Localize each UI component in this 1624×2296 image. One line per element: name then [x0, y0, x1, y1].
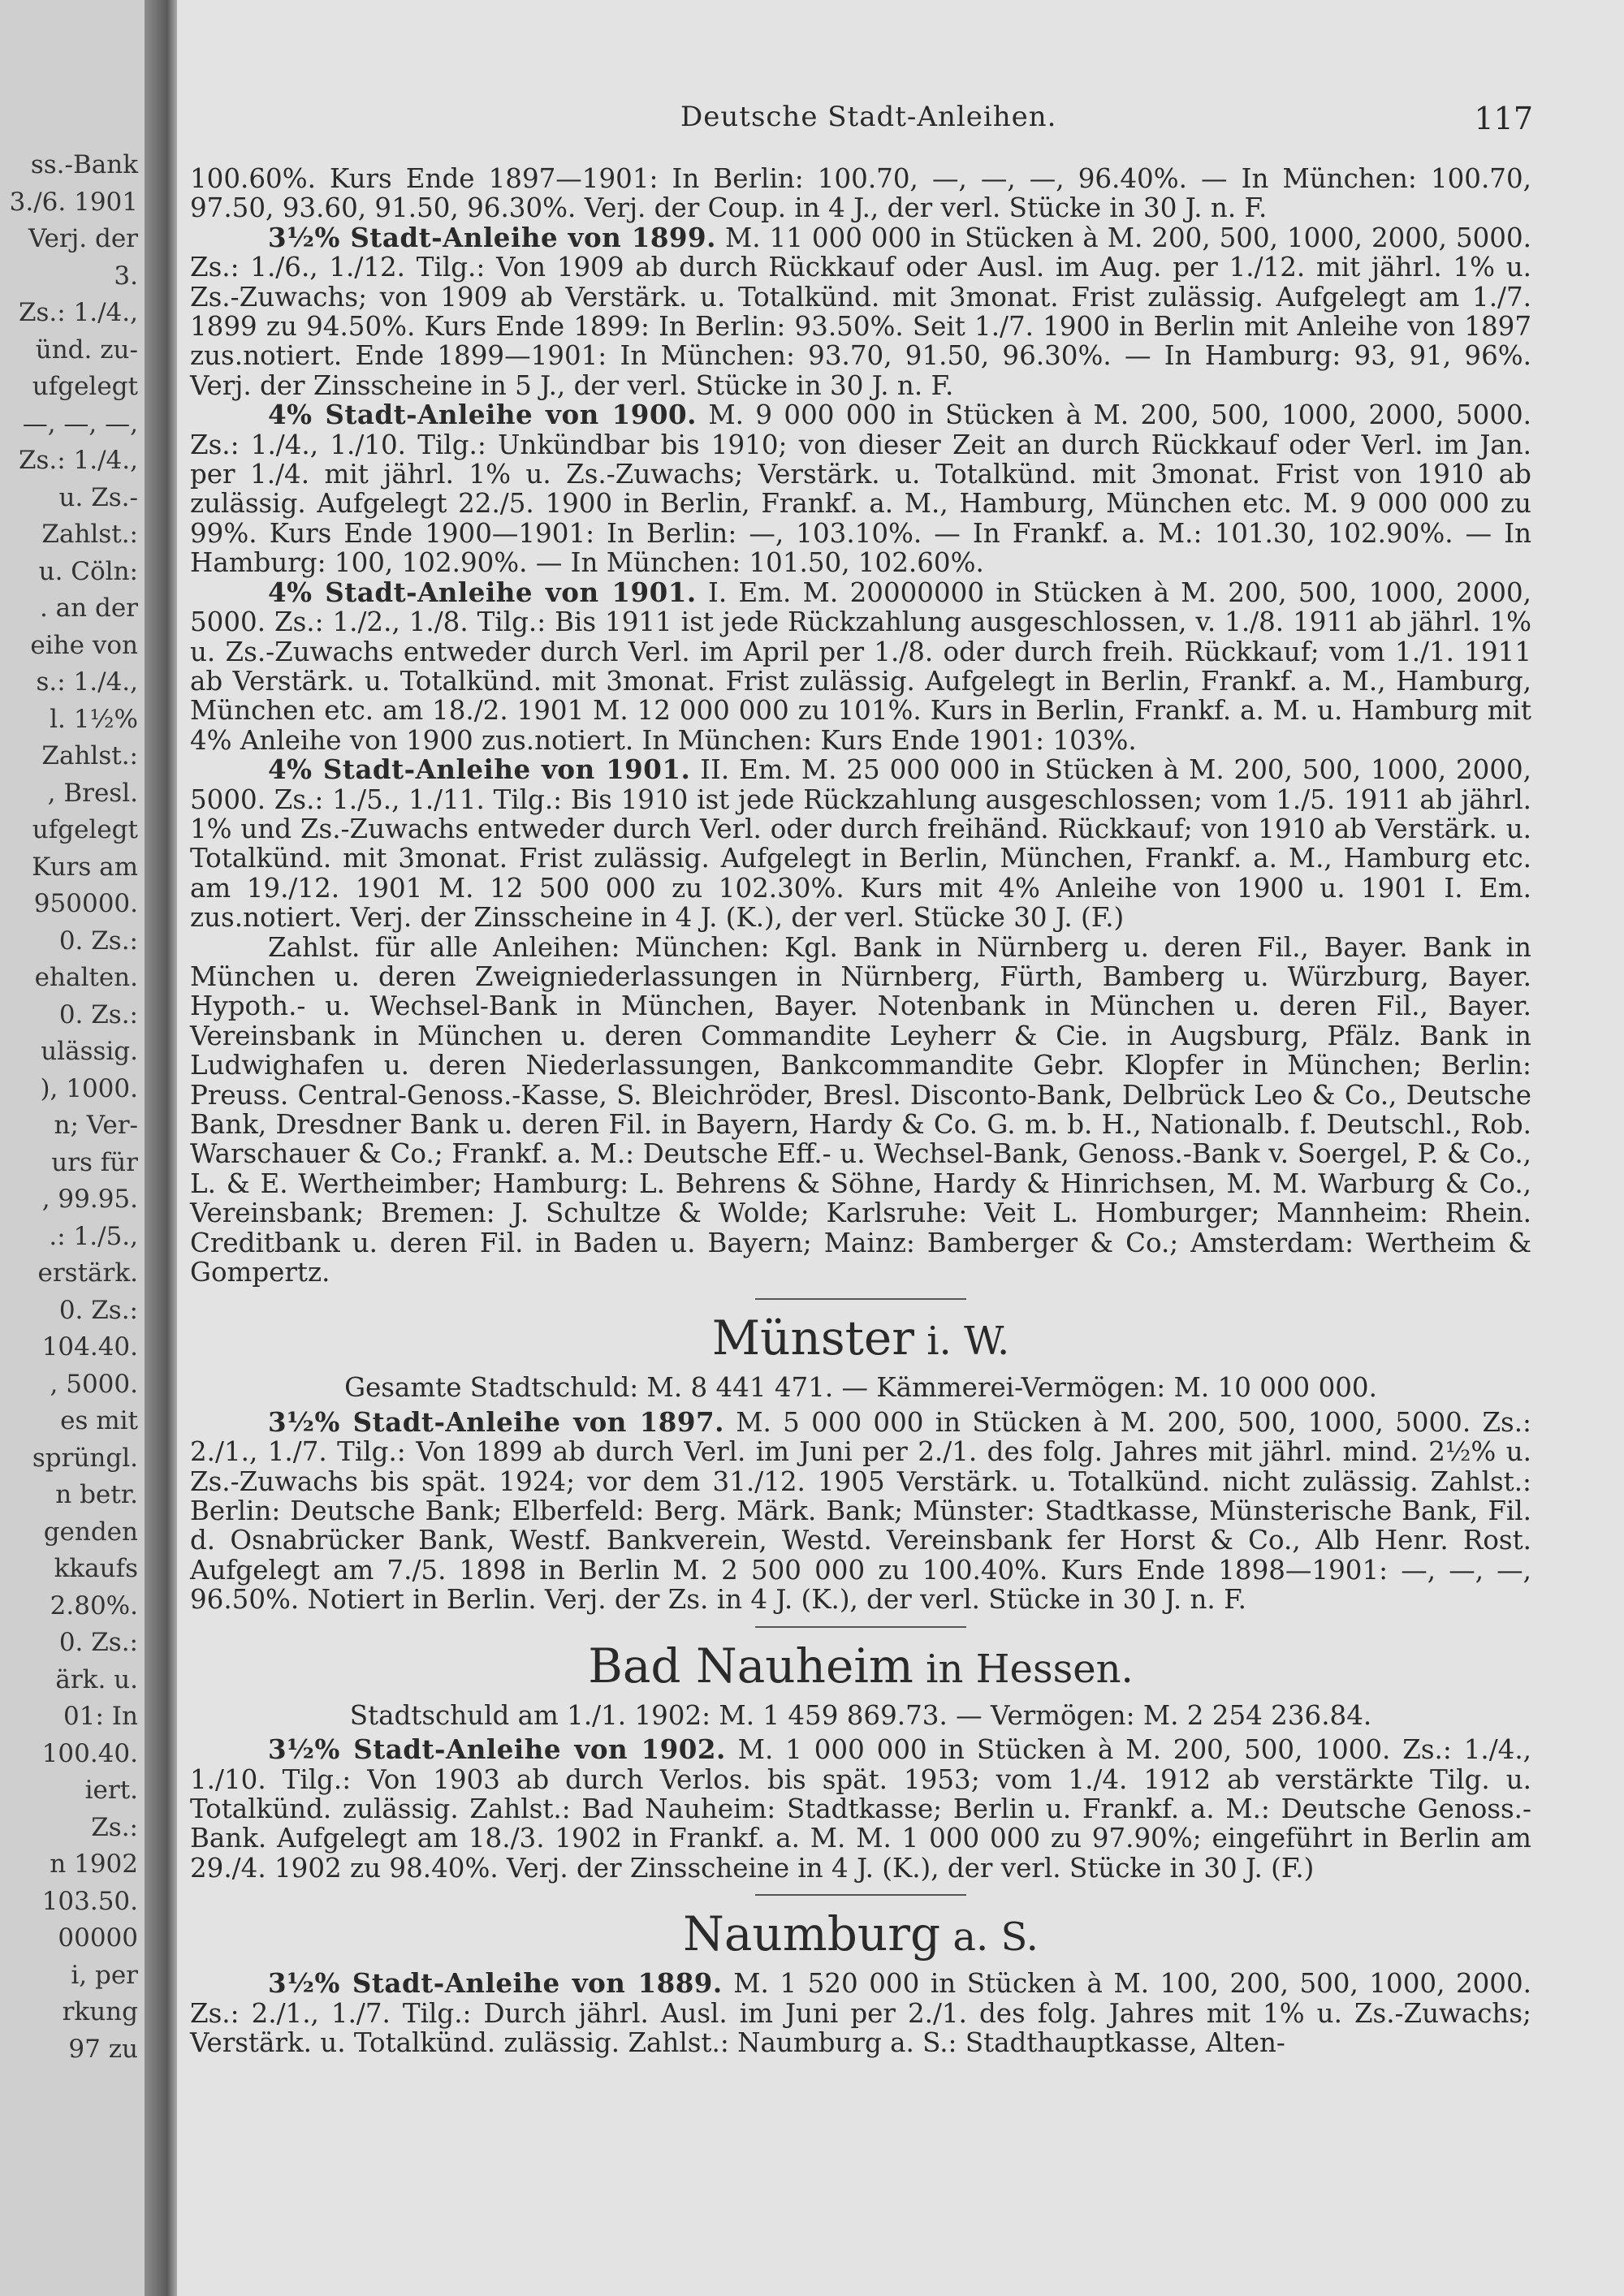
- loan-entry-naumburg: 3½% Stadt-Anleihe von 1889. M. 1 520 000 in Stücken à M. 100, 200, 500, 1000, 2000. Zs.: 2./1., 1./7. Tilg.: Durch jährl. Ausl. im Juni per 2./1. des folg. Jahres mit 1% u. Zs.-Zuwachs; Verstärk. u. Totalkünd. zulässig. Zahlst.: Naumburg a. S.: Stadthauptkasse, Alten-: [190, 1967, 1531, 2058]
- adjacent-page-line: genden: [43, 1517, 138, 1547]
- city-summary-munster: Gesamte Stadtschuld: M. 8 441 471. — Kämmerei-Vermögen: M. 10 000 000.: [344, 1372, 1377, 1404]
- adjacent-page-line: , 5000.: [50, 1369, 138, 1399]
- adjacent-page-line: 100.40.: [41, 1738, 138, 1768]
- adjacent-page-line: . an der: [39, 593, 138, 623]
- adjacent-page-line: ), 1000.: [40, 1073, 138, 1103]
- adjacent-page-line: eihe von: [30, 630, 138, 660]
- adjacent-page-line: kkaufs: [54, 1554, 138, 1583]
- adjacent-page-line: u. Zs.-: [58, 482, 138, 512]
- adjacent-page-line: n betr.: [55, 1480, 138, 1509]
- adjacent-page-line: , Bresl.: [47, 778, 138, 808]
- adjacent-page-line: Kurs am: [32, 852, 138, 882]
- adjacent-page-line: ufgelegt: [32, 372, 138, 401]
- paying-agents-paragraph: Zahlst. für alle Anleihen: München: Kgl. Bank in Nürnberg u. deren Fil., Bayer. Bank in München u. deren Zweigniederlassungen in Nürnberg, Fürth, Bamberg u. Würzburg, Bayer. Hypoth.- u. Wechsel-Bank in München, Bayer. Notenbank in München u. deren Fil., Bayer. Vereinsbank in München u. deren Commandite Leyherr & Cie. in Augsburg, Pfälz. Bank in Ludwighafen u. deren Niederlassungen, Bankcommandite Gebr. Klopfer in München; Berlin: Preuss. Central-Genoss.-Kasse, S. Bleichröder, Bresl. Disconto-Bank, Delbrück Leo & Co., Deutsche Bank, Dresdner Bank u. deren Fil. in Bayern, Hardy & Co. G. m. b. H., Nationalb. f. Deutschl., Rob. Warschauer & Co.; Frankf. a. M.: Deutsche Eff.- u. Wechsel-Bank, Genoss.-Bank v. Soergel, P. & Co., L. & E. Wertheimber; Hamburg: L. Behrens & Söhne, Hardy & Hinrichsen, M. M. Warburg & Co., Vereinsbank; Bremen: J. Schultze & Wolde; Karlsruhe: Veit L. Homburger; Mannheim: Rhein. Creditbank u. deren Fil. in Baden u. Bayern; Mainz: Bamberger & Co.; Amsterdam: Wertheim & Gompertz.: [190, 931, 1531, 1288]
- adjacent-page-line: 97 zu: [68, 2034, 138, 2064]
- section-divider: [755, 1894, 966, 1896]
- loan-title: 4% Stadt-Anleihe von 1901.: [268, 753, 691, 786]
- adjacent-page-line: ulässig.: [41, 1037, 138, 1066]
- loan-entry-1900: 4% Stadt-Anleihe von 1900. M. 9 000 000 in Stücken à M. 200, 500, 1000, 2000, 5000. Zs.: 1./4., 1./10. Tilg.: Unkündbar bis 1910; von dieser Zeit an durch Rückkauf oder Verl. im Jan. per 1./4. mit jährl. 1% u. Zs.-Zuwachs; Verstärk. u. Totalkünd. mit 3monat. Frist von 1910 ab zulässig. Aufgelegt 22./5. 1900 in Berlin, Frankf. a. M., Hamburg, München etc. M. 9 000 000 zu 99%. Kurs Ende 1900—1901: In Berlin: —, 103.10%. — In Frankf. a. M.: 101.30, 102.90%. — In Hamburg: 100, 102.90%. — In München: 101.50, 102.60%.: [190, 399, 1532, 579]
- page: [177, 0, 1624, 2296]
- adjacent-page-line: 2.80%.: [50, 1590, 138, 1621]
- loan-entry-1899: 3½% Stadt-Anleihe von 1899. M. 11 000 000 in Stücken à M. 200, 500, 1000, 2000, 5000. Zs.: 1./6., 1./12. Tilg.: Von 1909 ab durch Rückkauf oder Ausl. im Aug. per 1./12. mit jährl. 1% u. Zs.-Zuwachs; von 1909 ab Verstärk. u. Totalkünd. mit 3monat. Frist zulässig. Aufgelegt am 1./7. 1899 zu 94.50%. Kurs Ende 1899: In Berlin: 93.50%. Seit 1./7. 1900 in Berlin mit Anleihe von 1897 zus.notiert. Ende 1899—1901: In München: 93.70, 91.50, 96.30%. — In Hamburg: 93, 91, 96%. Verj. der Zinsscheine in 5 J., der verl. Stücke in 30 J. n. F.: [190, 221, 1531, 401]
- adjacent-page-line: u. Cöln:: [38, 556, 138, 586]
- adjacent-page-line: 0. Zs.:: [58, 1295, 138, 1325]
- adjacent-page-line: .: 1./5.,: [49, 1221, 138, 1251]
- adjacent-page-line: 01: In: [63, 1702, 138, 1731]
- adjacent-page-line: 3.: [114, 261, 138, 291]
- adjacent-page-line: iert.: [84, 1776, 138, 1805]
- page-number: 117: [1474, 101, 1533, 136]
- adjacent-page-line: rkung: [62, 1997, 138, 2026]
- adjacent-page-line: Zahlst.:: [41, 741, 138, 770]
- loan-entry-bad-nauheim: 3½% Stadt-Anleihe von 1902. M. 1 000 000 in Stücken à M. 200, 500, 1000. Zs.: 1./4., 1./10. Tilg.: Von 1903 ab durch Verlos. bis spät. 1953; vom 1./4. 1912 ab verstärkte Tilg. u. Totalkünd. zulässig. Zahlst.: Bad Nauheim: Stadtkasse; Berlin u. Frankf. a. M.: Deutsche Genoss.-Bank. Aufgelegt am 18./3. 1902 in Frankf. a. M. M. 1 000 000 zu 97.90%; eingeführt in Berlin am 29./4. 1902 zu 98.40%. Verj. der Zinsscheine in 4 J. (K.), der verl. Stücke in 30 J. (F.): [190, 1733, 1531, 1884]
- running-title: Deutsche Stadt-Anleihen.: [680, 101, 1057, 133]
- adjacent-page-line: ärk. u.: [55, 1664, 138, 1694]
- loan-entry-1901-ii: 4% Stadt-Anleihe von 1901. II. Em. M. 25 000 000 in Stücken à M. 200, 500, 1000, 2000, 5000. Zs.: 1./5., 1./11. Tilg.: Bis 1910 ist jede Rückzahlung ausgeschlossen; vom 1./5. 1911 ab jährl. 1% und Zs.-Zuwachs entweder durch Verl. oder durch freihänd. Rückkauf; von 1910 ab Verstärk. u. Totalkünd. mit 3monat. Frist zulässig. Aufgelegt in Berlin, München, Frankf. a. M., Hamburg etc. am 19./12. 1901 M. 12 500 000 zu 102.30%. Kurs mit 4% Anleihe von 1900 u. 1901 I. Em. zus.notiert. Verj. der Zinsscheine in 4 J. (K.), der verl. Stücke 30 J. (F.): [190, 753, 1532, 934]
- adjacent-page-line: s.: 1./4.,: [36, 667, 138, 697]
- adjacent-page-line: l. 1½%: [50, 704, 138, 734]
- adjacent-page-line: 3./6. 1901: [9, 187, 138, 217]
- adjacent-page-line: Verj. der: [28, 224, 138, 253]
- adjacent-page-line: 0. Zs.:: [58, 1628, 138, 1657]
- section-divider: [755, 1626, 966, 1628]
- city-heading-naumburg: Naumburg a. S.: [683, 1906, 1039, 1962]
- adjacent-page-line: 00000: [58, 1923, 138, 1953]
- city-summary-bad-nauheim: Stadtschuld am 1./1. 1902: M. 1 459 869.73. — Vermögen: M. 2 254 236.84.: [349, 1699, 1372, 1731]
- adjacent-page-line: i, per: [71, 1960, 138, 1990]
- city-heading-bad-nauheim: Bad Nauheim in Hessen.: [588, 1638, 1134, 1694]
- adjacent-page-line: urs für: [51, 1147, 138, 1177]
- city-heading-munster: Münster i. W.: [711, 1310, 1010, 1366]
- adjacent-page-line: Zs.:: [91, 1812, 138, 1842]
- section-divider: [755, 1298, 966, 1300]
- adjacent-page-line: 104.40.: [41, 1332, 138, 1362]
- adjacent-page-line: ünd. zu-: [35, 334, 138, 365]
- loan-entry-1901-i: 4% Stadt-Anleihe von 1901. I. Em. M. 20000000 in Stücken à M. 200, 500, 1000, 2000, 5000. Zs.: 1./2., 1./8. Tilg.: Bis 1911 ist jede Rückzahlung ausgeschlossen, v. 1./8. 1911 ab jährl. 1% u. Zs.-Zuwachs entweder durch Verl. im April per 1./8. oder durch freih. Rückkauf; vom 1./1. 1911 ab Verstärk. u. Totalkünd. mit 3monat. Frist zulässig. Aufgelegt in Berlin, Frankf. a. M., Hamburg, München etc. am 18./2. 1901 M. 12 000 000 zu 101%. Kurs in Berlin, Frankf. a. M. u. Hamburg mit 4% Anleihe von 1900 zus.notiert. In München: Kurs Ende 1901: 103%.: [190, 576, 1531, 756]
- adjacent-page-line: 0. Zs.:: [58, 999, 138, 1029]
- loan-title: 4% Stadt-Anleihe von 1900.: [268, 399, 697, 431]
- adjacent-page-line: n 1902: [50, 1849, 138, 1879]
- adjacent-page-line: 0. Zs.:: [58, 926, 138, 956]
- loan-title: 4% Stadt-Anleihe von 1901.: [268, 576, 697, 608]
- loan-title: 3½% Stadt-Anleihe von 1902.: [268, 1733, 726, 1766]
- adjacent-page-line: 103.50.: [41, 1886, 138, 1916]
- adjacent-page-line: ufgelegt: [32, 815, 138, 844]
- loan-title: 3½% Stadt-Anleihe von 1899.: [268, 221, 716, 253]
- adjacent-page-fragment: [0, 0, 145, 2296]
- adjacent-page-line: Zahlst.:: [41, 520, 138, 549]
- adjacent-page-line: Zs.: 1./4.,: [18, 298, 138, 327]
- loan-entry-munster: 3½% Stadt-Anleihe von 1897. M. 5 000 000 in Stücken à M. 200, 500, 1000, 5000. Zs.: 2./1., 1./7. Tilg.: Von 1899 ab durch Verl. im Juni per 2./1. des folg. Jahres mit jährl. mind. 2½% u. Zs.-Zuwachs bis spät. 1924; vor dem 31./12. 1905 Verstärk. u. Totalkünd. nicht zulässig. Zahlst.: Berlin: Deutsche Bank; Elberfeld: Berg. Märk. Bank; Münster: Stadtkasse, Münsterische Bank, Fil. d. Osnabrücker Bank, Westf. Bankverein, Westd. Vereinsbank fer Horst & Co., Alb Henr. Rost. Aufgelegt am 7./5. 1898 in Berlin M. 2 500 000 zu 100.40%. Kurs Ende 1898—1901: —, —, —, 96.50%. Notiert in Berlin. Verj. der Zs. in 4 J. (K.), der verl. Stücke in 30 J. n. F.: [190, 1405, 1531, 1616]
- book-gutter: [145, 0, 177, 2296]
- adjacent-page-line: , 99.95.: [41, 1185, 138, 1214]
- adjacent-page-line: erstärk.: [37, 1258, 138, 1288]
- loan-title: 3½% Stadt-Anleihe von 1889.: [268, 1967, 723, 2000]
- adjacent-page-line: ss.-Bank: [30, 150, 138, 179]
- adjacent-page-line: sprüngl.: [32, 1443, 138, 1473]
- adjacent-page-line: Zs.: 1./4.,: [18, 446, 138, 475]
- adjacent-page-line: ehalten.: [34, 963, 138, 992]
- page-body: [190, 164, 1531, 2057]
- adjacent-page-line: —, —, —,: [22, 408, 138, 438]
- adjacent-page-line: n; Ver-: [54, 1111, 138, 1140]
- loan-title: 3½% Stadt-Anleihe von 1897.: [268, 1405, 724, 1438]
- continuation-paragraph: 100.60%. Kurs Ende 1897—1901: In Berlin: 100.70, —, —, —, 96.40%. — In München: 100.70, 97.50, 93.60, 91.50, 96.30%. Verj. der Coup. in 4 J., der verl. Stücke in 30 J. n. F.: [190, 163, 1531, 224]
- adjacent-page-line: 950000.: [33, 889, 138, 918]
- adjacent-page-line: es mit: [60, 1406, 138, 1435]
